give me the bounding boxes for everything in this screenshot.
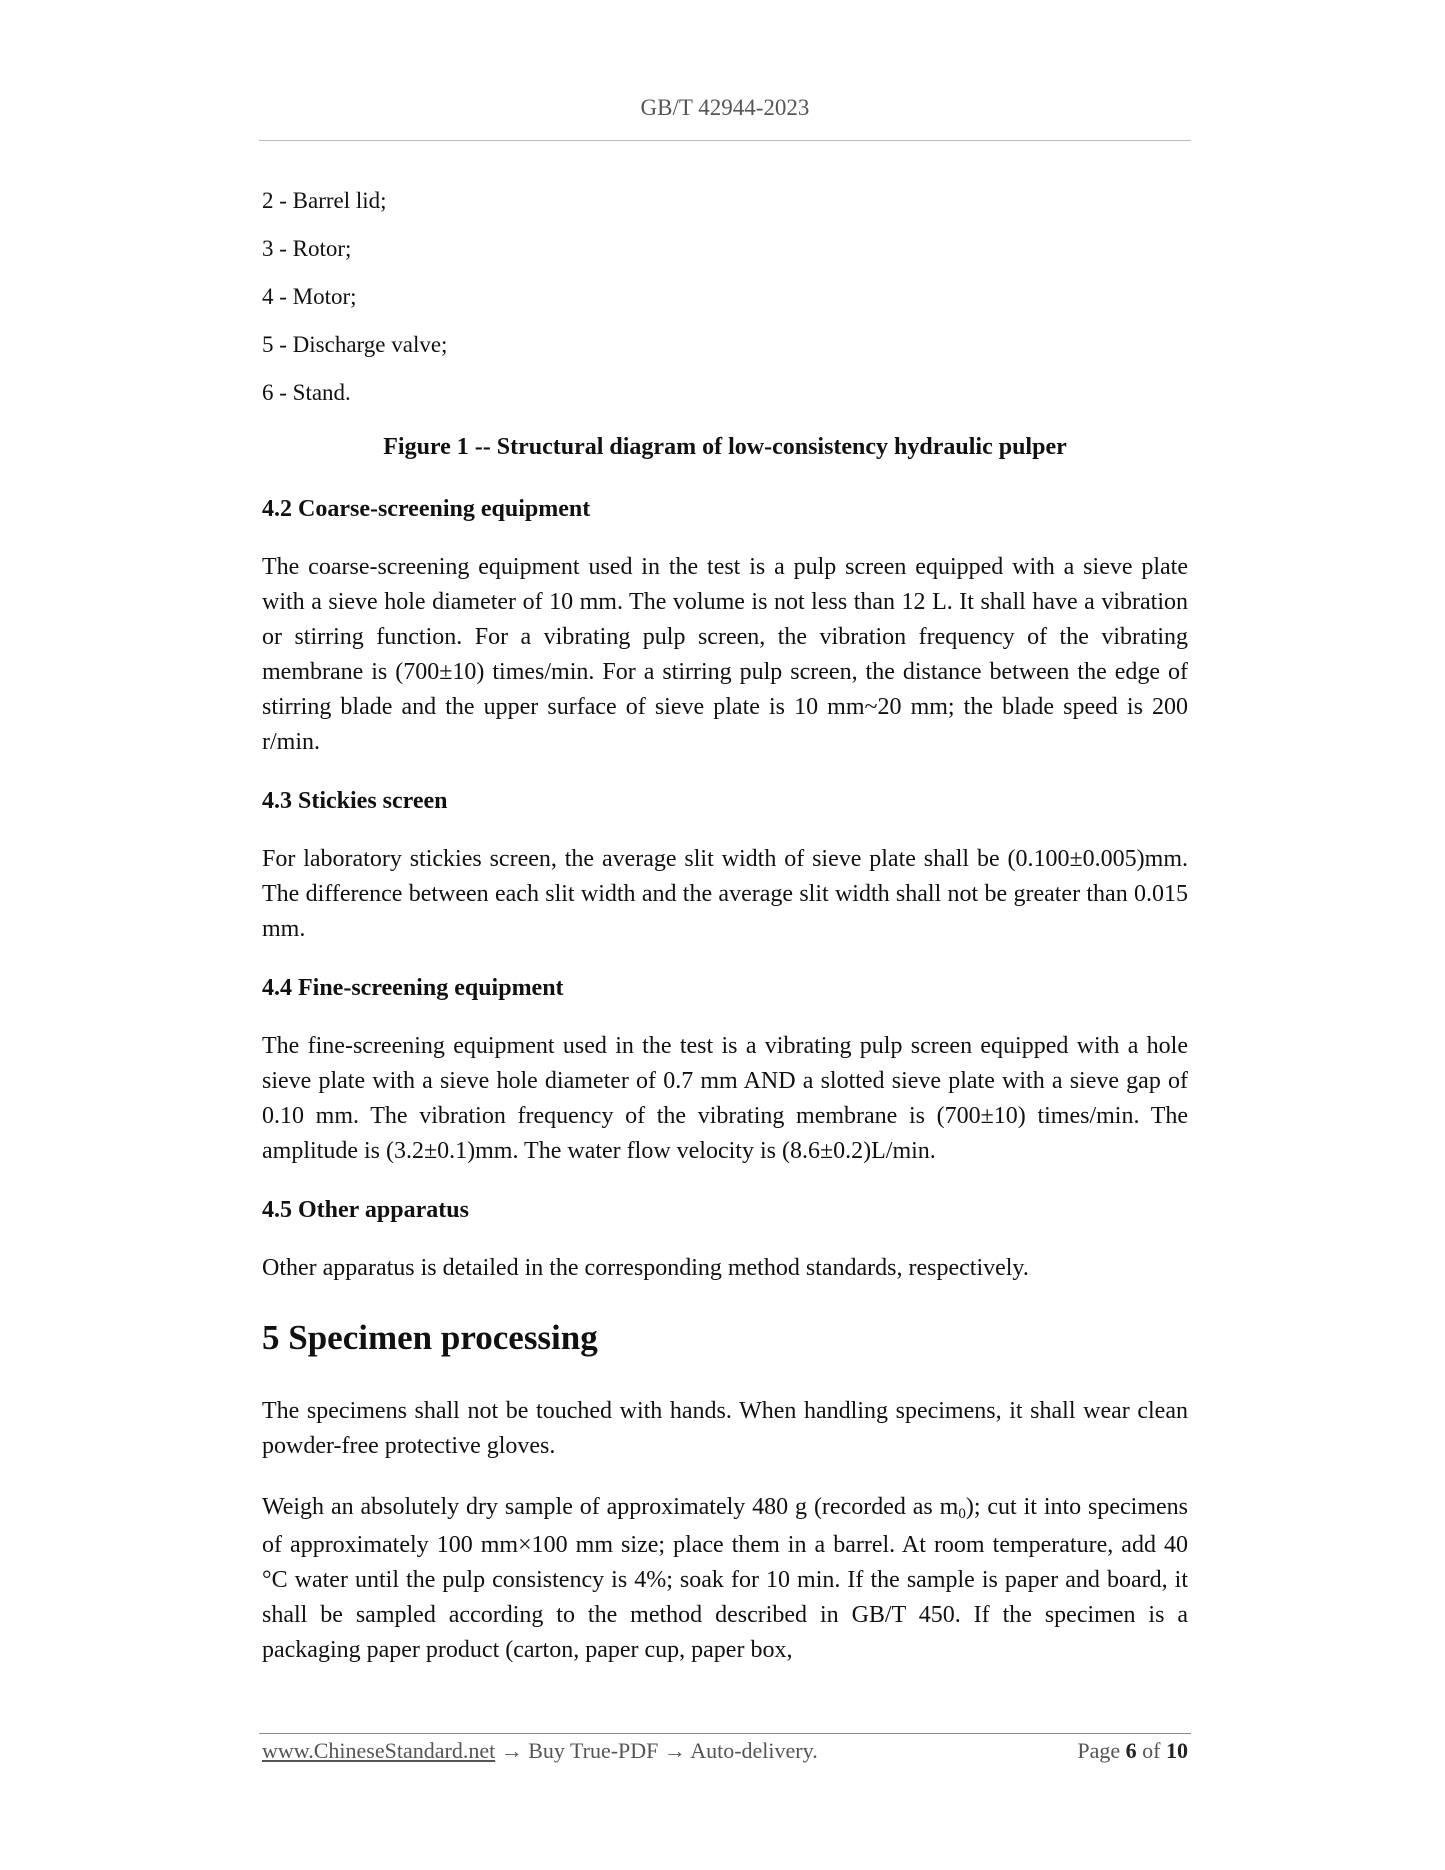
arrow-right-icon: → [500,1738,523,1763]
figure-caption: Figure 1 -- Structural diagram of low-consistency hydraulic pulper [383,434,1067,460]
section-body-4-2: The coarse-screening equipment used in the test is a pulp screen equipped with a sieve plate with a sieve hole diameter of 10 mm. The volume is not less than 12 L. It shall have a vibration or stirring function. For a vibrating pulp screen, the vibration frequency of the vibrating membrane is (700±10) times/min. For a stirring pulp screen, the distance between the edge of stirring blade and the upper surface of sieve plate is 10 mm~20 mm; the blade speed is 200 r/min. [262,554,1188,755]
chapter-heading-5: 5 Specimen processing [262,1318,598,1357]
section-heading-4-2: 4.2 Coarse-screening equipment [262,496,591,522]
page-header-title: GB/T 42944-2023 [640,95,810,120]
legend-item: 2 - Barrel lid; [262,188,387,213]
footer-divider [259,1733,1191,1734]
page-number [1077,1736,1188,1766]
legend-item: 5 - Discharge valve; [262,332,448,357]
legend-item: 4 - Motor; [262,284,357,309]
legend-item: 3 - Rotor; [262,236,352,261]
current-page: 6 [1125,1738,1137,1763]
section-heading-4-4: 4.4 Fine-screening equipment [262,975,564,1001]
chapter5-paragraph-1: The specimens shall not be touched with hands. When handling specimens, it shall wear clean powder-free protective gloves. [262,1398,1188,1459]
page-content [262,186,1188,1694]
total-pages: 10 [1166,1738,1188,1763]
of-label: of [1142,1738,1161,1763]
header-divider [259,140,1191,141]
section-heading-4-3: 4.3 Stickies screen [262,788,448,814]
section-body-4-4: The fine-screening equipment used in the test is a vibrating pulp screen equipped with a hole sieve plate with a sieve hole diameter of 0.7 mm AND a slotted sieve plate with a sieve gap of 0.10 mm. The vibration frequency of the vibrating membrane is (700±10) times/min. The amplitude is (3.2±0.1)mm. The water flow velocity is (8.6±0.2)L/min. [262,1033,1188,1164]
chapter5-paragraph-2 [262,1490,1188,1668]
section-heading-4-5: 4.5 Other apparatus [262,1197,469,1223]
arrow-right-icon: → [663,1738,686,1763]
section-body-4-3: For laboratory stickies screen, the average slit width of sieve plate shall be (0.100±0.005)mm. The difference between each slit width and the average slit width shall not be greater than 0.015 mm. [262,846,1188,942]
page-label: Page [1077,1738,1121,1763]
auto-delivery-text: Auto-delivery. [690,1738,818,1763]
footer-promo [262,1736,818,1766]
subscript-zero: 0 [958,1506,966,1522]
buy-pdf-text: Buy True-PDF [528,1738,659,1763]
website-link[interactable]: www.ChineseStandard.net [262,1738,496,1763]
paragraph-text: ); cut it into specimens of approximately 100 mm×100 mm size; place them in a barrel. At room temperature, add 40 °C water until the pulp consistency is 4%; soak for 10 min. If the sample is paper and board, it shall be sampled according to the method described in GB/T 450. If the specimen is a packaging paper product (carton, paper cup, paper box, [262,1494,1189,1663]
paragraph-text: Weigh an absolutely dry sample of approximately 480 g (recorded as m [262,1494,959,1520]
legend-item: 6 - Stand. [262,380,351,405]
section-body-4-5: Other apparatus is detailed in the corresponding method standards, respectively. [262,1255,1029,1281]
